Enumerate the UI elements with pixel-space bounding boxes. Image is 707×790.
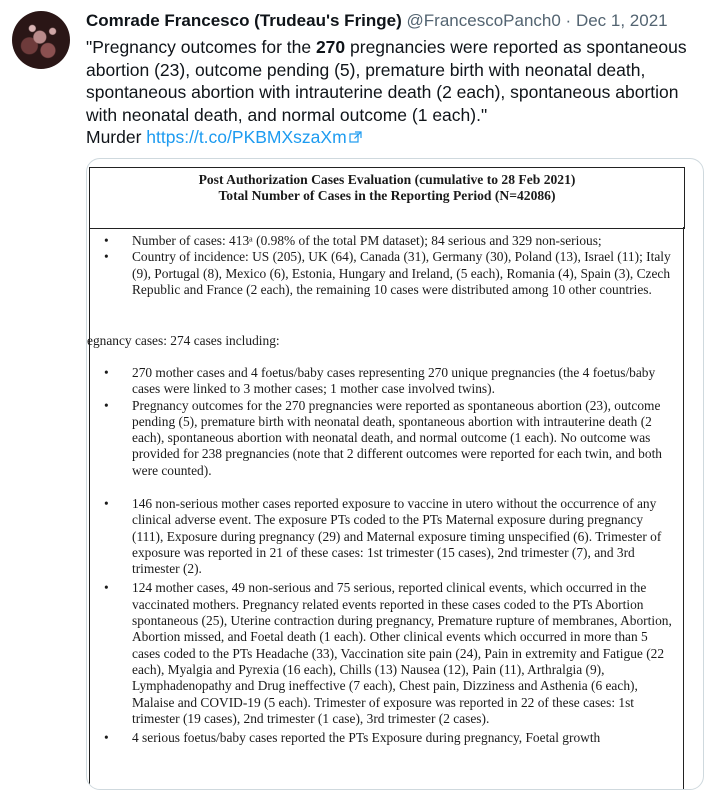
list-item-text: 270 mother cases and 4 foetus/baby cases representing 270 unique pregnancies (the 4 foetus/baby cases were linked to 3 mother cases; 1 mother case involved twins). [132,365,656,397]
attached-image[interactable] [86,158,704,790]
tweet-text-bold: 270 [315,37,346,57]
list-item [87,496,677,577]
author-handle[interactable]: @FrancescoPanch0 [406,11,561,30]
bullet: • [104,233,109,248]
list-item [87,580,677,727]
document-title [90,172,684,204]
bullet: • [104,730,109,746]
section3-list [87,496,687,746]
tweet-link-line [86,127,362,147]
document-scan [87,159,703,789]
bullet: • [104,365,109,380]
bullet: • [104,397,109,413]
tweet-date[interactable]: Dec 1, 2021 [575,11,668,30]
list-item [87,233,677,249]
list-item-text: 4 serious foetus/baby cases reported the PTs Exposure during pregnancy, Foetal growth [132,730,601,746]
separator-dot: · [565,11,572,30]
tweet-header [86,10,697,32]
author-name[interactable]: Comrade Francesco (Trudeau's Fringe) [86,11,402,30]
list-item [87,730,677,746]
tweet-text [86,36,698,150]
external-link-icon [349,127,362,150]
tweet-text-part1: "Pregnancy outcomes for the [86,37,316,57]
bullet: • [104,580,109,596]
bullet: • [104,496,109,511]
list-item-text: 146 non-serious mother cases reported exposure to vaccine in utero without the occurrence of any clinical adverse event. The exposure PTs coded to the PTs Maternal exposure during pregnancy (111), Exposure during pregnancy (29) and Maternal exposure timing unspecified (6). Trimester of exposure was reported in 21 of these cases: 1st trimester (15 cases), 2nd trimester (7), and 3rd trimester (2). [132,496,662,577]
document-title-line1: Post Authorization Cases Evaluation (cumulative to 28 Feb 2021) [198,172,576,187]
tweet-text-part2: pregnancies were reported as spontaneous abortion (23), outcome pending (5), premature birth with neonatal death, spontaneous abortion with intrauterine death (2 each), spontaneous abortion with neonatal death, and normal outcome (1 each)." [86,37,687,125]
bullet: • [104,249,109,265]
tweet-text-murder: Murder [86,127,147,147]
list-item-text: 124 mother cases, 49 non-serious and 75 serious, reported clinical events, which occurred in the vaccinated mothers. Pregnancy related events reported in these cases coded to the PTs Abortion spontaneous (25), Uterine contraction during pregnancy, Premature rupture of membranes, Abortion, Abortion missed, and Foetal death (1 each). Other clinical events which occurred in more than 5 cases coded to the PTs Headache (33), Vaccination site pain (24), Pain in extremity and Fatigue (22 each), Myalgia and Pyrexia (16 each), Chills (13) Nausea (12), Pain (11), Arthralgia (9), Lymphadenopathy and Drug ineffective (7 each), Chest pain, Dizziness and Asthenia (6 each), Malaise and COVID-19 (5 each). Trimester of exposure was reported in 22 of these cases: 1st trimester (19 cases), 2nd trimester (1 case), 3rd trimester (2 cases). [132,580,672,726]
section1-list [87,233,687,298]
list-item-text: Number of cases: 413ᵃ (0.98% of the total PM dataset); 84 serious and 329 non-serious; [132,233,602,248]
list-item-text: Pregnancy outcomes for the 270 pregnancies were reported as spontaneous abortion (23), outcome pending (5), premature birth with neonatal death, spontaneous abortion with intrauterine death (2 each), spontaneous abortion with neonatal death, and normal outcome (1 each). No outcome was provided for 238 pregnancies (note that 2 different outcomes were reported for each twin, and both were counted). [132,397,662,478]
avatar[interactable] [12,11,70,69]
tweet-link[interactable]: https://t.co/PKBMXszaXm [146,127,347,147]
list-item-text: Country of incidence: US (205), UK (64), Canada (31), Germany (30), Poland (13), Israel (11); Italy (9), Portugal (8), Mexico (6), Estonia, Hungary and Ireland, (5 each), Romania (4), Spain (3), Czech Republic and France (2 each), the remaining 10 cases were distributed among 10 other countries. [132,249,671,297]
list-item [87,365,677,398]
list-item [87,249,677,298]
document-title-box [89,167,685,229]
section-heading: egnancy cases: 274 cases including: [87,333,280,348]
list-item [87,398,677,479]
section2-list [87,365,687,479]
document-title-line2: Total Number of Cases in the Reporting Period (N=42086) [218,188,556,203]
